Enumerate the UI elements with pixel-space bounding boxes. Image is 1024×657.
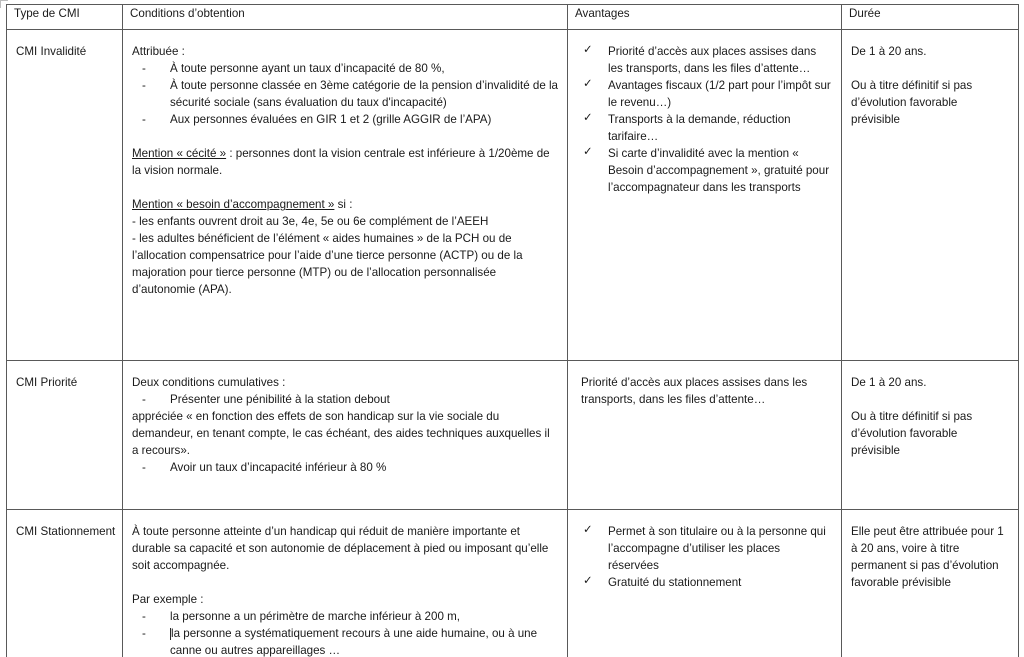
cmi-type-label: CMI Stationnement [16,525,116,538]
cell-duree-stationnement [842,510,1019,657]
avantages-check-list [577,523,832,591]
dash-icon: - [142,393,146,407]
list-item-label: Aux personnes évaluées en GIR 1 et 2 (grille AGGIR de l’APA) [170,113,492,127]
cmi-comparison-table [6,4,1019,657]
mention-cecite-label: Mention « cécité » [132,147,227,161]
conditions-intro: Attribuée : [132,45,185,58]
mention-line: - les adultes bénéficient de l’élément « aides humaines » de la PCH ou de l’allocation compensatrice pour l’aide d’une tierce personne (ACTP) ou de la majoration pour tierce personne (MTP) ou de l’allocation personnalisée d’autonomie (APA). [132,232,523,297]
example-label: Par exemple : [132,593,204,607]
list-item [132,391,558,408]
list-item [132,111,558,128]
dash-icon: - [142,610,146,624]
check-icon: ✓ [583,78,593,91]
cell-duree-priorite [842,361,1019,510]
cell-conditions-invalidite [123,30,568,361]
list-item-label: Présenter une pénibilité à la station debout [170,393,390,407]
list-item [132,608,558,625]
conditions-intro: Deux conditions cumulatives : [132,376,286,389]
list-item-label: la personne a un périmètre de marche inférieur à 200 m, [170,610,461,624]
check-icon: ✓ [583,575,593,588]
check-icon: ✓ [583,112,593,125]
list-item [132,459,558,476]
cell-avantages-priorite [568,361,842,510]
paragraph-spacer [851,60,1009,77]
list-item-label: À toute personne ayant un taux d’incapacité de 80 %, [170,62,445,76]
check-icon: ✓ [583,44,593,56]
mention-accompagnement [132,196,558,213]
duree-line-2: Ou à titre définitif si pas d’évolution favorable prévisible [851,410,973,458]
cell-conditions-priorite [123,361,568,510]
list-item [577,77,832,111]
conditions-dash-list [132,391,558,408]
paragraph-spacer [132,574,558,591]
paragraph-spacer [851,391,1009,408]
check-icon: ✓ [583,146,593,159]
cell-type-invalidite [7,30,123,361]
cell-avantages-invalidite [568,30,842,361]
mention-line: - les enfants ouvrent droit au 3e, 4e, 5e ou 6e complément de l’AEEH [132,215,489,229]
column-header-duree: Durée [842,5,1019,30]
conditions-dash-list [132,60,558,128]
avantages-check-list [577,43,832,196]
list-item-label: Transports à la demande, réduction tarifaire… [608,113,791,144]
list-item [577,523,832,574]
table-header-row [7,5,1019,30]
cmi-type-label: CMI Priorité [16,376,78,389]
cell-type-priorite [7,361,123,510]
list-item [132,77,558,111]
paragraph-spacer [132,128,558,145]
list-item [577,43,832,77]
duree-line-1: De 1 à 20 ans. [851,376,927,389]
cmi-type-label: CMI Invalidité [16,45,87,58]
list-item-label: Gratuité du stationnement [608,576,742,590]
cell-duree-invalidite [842,30,1019,361]
dash-icon: - [142,62,146,76]
mention-cecite-text: : personnes dont la vision centrale est inférieure à 1/20ème de la vision normale. [132,147,550,178]
conditions-dash-list [132,608,558,657]
cell-type-stationnement [7,510,123,657]
list-item-label: Avantages fiscaux (1/2 part pour l’impôt sur le revenu…) [608,79,831,110]
conditions-intro: À toute personne atteinte d’un handicap qui réduit de manière importante et durable sa capacité et son autonomie de déplacement à pied ou imposant qu’elle soit accompagnée. [132,525,549,573]
dash-icon: - [142,113,146,127]
list-item [132,60,558,77]
dash-icon: - [142,461,146,475]
list-item-label: la personne a systématiquement recours à une aide humaine, ou à une canne ou autres appareillages … [170,627,538,657]
list-item [577,574,832,591]
list-item [577,111,832,145]
column-header-avantages: Avantages [568,5,842,30]
list-item-label: Priorité d’accès aux places assises dans les transports, dans les files d’attente… [608,45,817,76]
mention-accompagnement-text: si : [334,198,353,212]
list-item [577,145,832,196]
paragraph-spacer [132,179,558,196]
list-item-label: Permet à son titulaire ou à la personne qui l’accompagne d’utiliser les places réservées [608,525,826,573]
conditions-dash-list-2 [132,459,558,476]
duree-line-1: Elle peut être attribuée pour 1 à 20 ans, voire à titre permanent si pas d’évolution favorable prévisible [851,525,1004,590]
column-header-conditions: Conditions d’obtention [123,5,568,30]
cell-conditions-stationnement [123,510,568,657]
list-item [132,625,558,657]
column-header-type: Type de CMI [7,5,123,30]
dash-icon: - [142,79,146,93]
list-item-label: Avoir un taux d’incapacité inférieur à 80 % [170,461,387,475]
duree-line-1: De 1 à 20 ans. [851,45,927,58]
avantages-text: Priorité d’accès aux places assises dans les transports, dans les files d’attente… [581,376,808,407]
duree-line-2: Ou à titre définitif si pas d’évolution favorable prévisible [851,79,973,127]
list-item-label: Si carte d’invalidité avec la mention « Besoin d’accompagnement », gratuité pour l’accompagnateur dans les transports [608,147,830,195]
mention-accompagnement-label: Mention « besoin d’accompagnement » [132,198,335,212]
table-row [7,510,1019,657]
check-icon: ✓ [583,524,593,536]
conditions-continuation: appréciée « en fonction des effets de son handicap sur la vie sociale du demandeur, en tenant compte, le cas échéant, des aides techniques auxquelles il a recours». [132,410,550,458]
table-row [7,30,1019,361]
cell-avantages-stationnement [568,510,842,657]
dash-icon: - [142,627,146,641]
mention-cecite [132,145,558,179]
table-row [7,361,1019,510]
list-item-label: À toute personne classée en 3ème catégorie de la pension d’invalidité de la sécurité sociale (sans évaluation du taux d'incapacité) [170,79,559,110]
